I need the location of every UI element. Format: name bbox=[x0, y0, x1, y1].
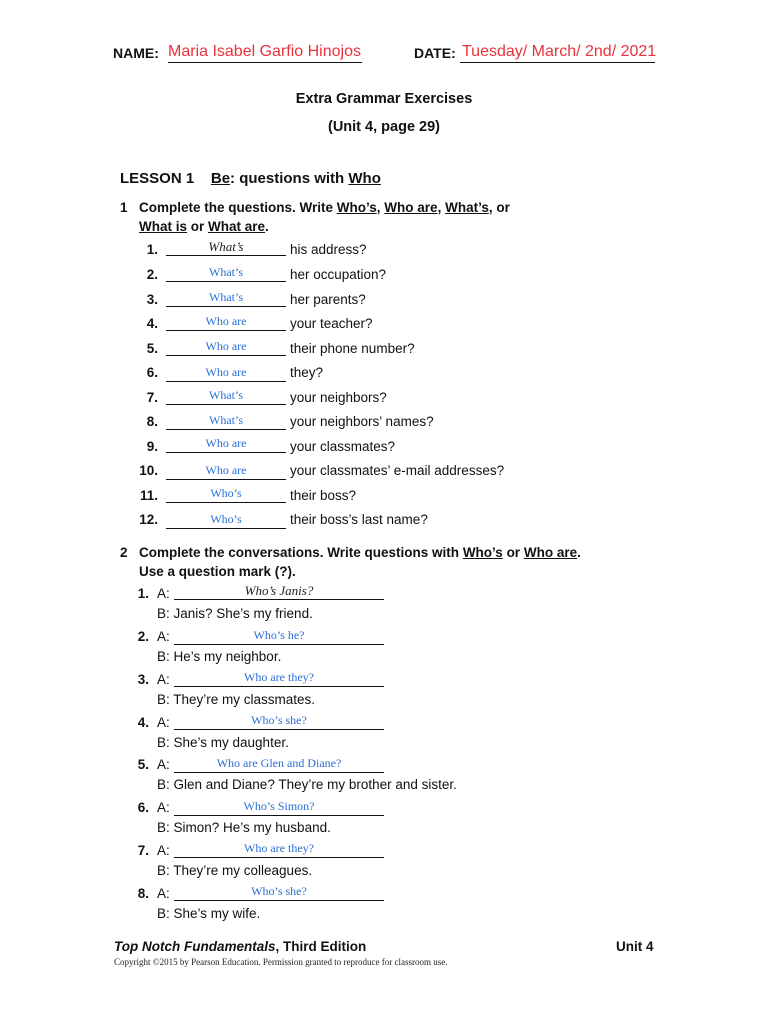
answer-field[interactable]: Who are bbox=[166, 338, 286, 356]
answer-field[interactable]: Who’s bbox=[166, 485, 286, 503]
instr2-text: Complete the conversations. Write questions with bbox=[139, 545, 463, 560]
b-response: B: They’re my colleagues. bbox=[157, 863, 313, 878]
answer-field[interactable]: What’s bbox=[166, 289, 286, 307]
date-value: Tuesday/ March/ 2nd/ 2021 bbox=[462, 43, 657, 60]
item-number: 3. bbox=[137, 672, 149, 687]
exercise1-instruction bbox=[139, 198, 559, 236]
item-number: 5. bbox=[146, 341, 158, 356]
item-number: 8. bbox=[146, 414, 158, 429]
item-number: 7. bbox=[137, 843, 149, 858]
a-label: A: bbox=[157, 886, 170, 901]
question-text: his address? bbox=[290, 242, 367, 257]
question-text: your teacher? bbox=[290, 316, 373, 331]
lesson-prefix: LESSON 1 bbox=[120, 170, 195, 187]
instr1-sep: , bbox=[437, 200, 446, 215]
a-label: A: bbox=[157, 800, 170, 815]
a-label: A: bbox=[157, 629, 170, 644]
b-response: B: Simon? He’s my husband. bbox=[157, 820, 331, 835]
answer-field[interactable]: Who are bbox=[166, 435, 286, 453]
answer-field[interactable]: What’s bbox=[166, 238, 286, 256]
item-number: 5. bbox=[137, 757, 149, 772]
answer-field[interactable]: Who are bbox=[166, 462, 286, 480]
page-subtitle: (Unit 4, page 29) bbox=[328, 119, 440, 135]
answer-field[interactable]: What’s bbox=[166, 412, 286, 430]
instr1-whos: Who’s bbox=[336, 200, 377, 215]
answer-field[interactable]: Who’s Janis? bbox=[174, 582, 384, 600]
b-response: B: Janis? She’s my friend. bbox=[157, 606, 313, 621]
question-text: your neighbors? bbox=[290, 390, 387, 405]
a-label: A: bbox=[157, 715, 170, 730]
item-number: 10. bbox=[139, 463, 158, 478]
b-response: B: She’s my wife. bbox=[157, 906, 261, 921]
instr1-what-is: What is bbox=[139, 219, 188, 234]
question-text: your neighbors’ names? bbox=[290, 414, 434, 429]
lesson-who: Who bbox=[348, 170, 381, 187]
instr2-sep: or bbox=[502, 545, 524, 560]
item-number: 8. bbox=[137, 886, 149, 901]
a-label: A: bbox=[157, 672, 170, 687]
answer-field[interactable]: Who are they? bbox=[174, 669, 384, 687]
item-number: 7. bbox=[146, 390, 158, 405]
instr1-whats: What’s bbox=[445, 200, 489, 215]
item-number: 12. bbox=[139, 512, 158, 527]
instr2-whos: Who’s bbox=[462, 545, 503, 560]
name-label: NAME: bbox=[113, 45, 159, 61]
date-underline bbox=[460, 62, 655, 63]
item-number: 3. bbox=[146, 292, 158, 307]
answer-field[interactable]: Who’s bbox=[166, 511, 286, 529]
instr2-line2: Use a question mark (?). bbox=[139, 564, 296, 579]
exercise2-number: 2 bbox=[120, 545, 128, 560]
question-text: their phone number? bbox=[290, 341, 415, 356]
footer-book-title bbox=[114, 939, 366, 954]
page-title: Extra Grammar Exercises bbox=[295, 91, 473, 107]
name-value: Maria Isabel Garfio Hinojos bbox=[168, 43, 361, 60]
exercise1-number: 1 bbox=[120, 200, 128, 215]
answer-field[interactable]: Who’s she? bbox=[174, 883, 384, 901]
instr2-sep: . bbox=[577, 545, 581, 560]
book-name: Top Notch Fundamentals bbox=[114, 939, 276, 954]
question-text: your classmates’ e-mail addresses? bbox=[290, 463, 505, 478]
item-number: 4. bbox=[146, 316, 158, 331]
item-number: 6. bbox=[137, 800, 149, 815]
item-number: 2. bbox=[137, 629, 149, 644]
answer-field[interactable]: Who’s she? bbox=[174, 712, 384, 730]
answer-field[interactable]: Who are Glen and Diane? bbox=[174, 755, 384, 773]
question-text: they? bbox=[290, 365, 324, 380]
name-underline bbox=[168, 62, 362, 63]
item-number: 11. bbox=[139, 488, 158, 503]
instr1-text: Complete the questions. Write bbox=[139, 200, 337, 215]
instr1-sep: . bbox=[265, 219, 269, 234]
date-label: DATE: bbox=[414, 45, 456, 61]
footer-unit: Unit 4 bbox=[616, 939, 654, 954]
answer-field[interactable]: What’s bbox=[166, 387, 286, 405]
exercise2-instruction bbox=[139, 543, 619, 581]
a-label: A: bbox=[157, 586, 170, 601]
question-text: her parents? bbox=[290, 292, 366, 307]
instr1-what-are: What are bbox=[208, 219, 266, 234]
a-label: A: bbox=[157, 757, 170, 772]
question-text: your classmates? bbox=[290, 439, 396, 454]
b-response: B: He’s my neighbor. bbox=[157, 649, 282, 664]
instr1-sep: , or bbox=[488, 200, 510, 215]
item-number: 2. bbox=[146, 267, 158, 282]
item-number: 6. bbox=[146, 365, 158, 380]
item-number: 9. bbox=[146, 439, 158, 454]
instr2-who-are: Who are bbox=[523, 545, 578, 560]
b-response: B: They’re my classmates. bbox=[157, 692, 316, 707]
answer-field[interactable]: What’s bbox=[166, 264, 286, 282]
answer-field[interactable]: Who are bbox=[166, 364, 286, 382]
copyright-notice: Copyright ©2015 by Pearson Education. Permission granted to reproduce for classroom use. bbox=[114, 957, 448, 967]
question-text: their boss’s last name? bbox=[290, 512, 428, 527]
answer-field[interactable]: Who’s Simon? bbox=[174, 798, 384, 816]
instr1-sep: or bbox=[187, 219, 209, 234]
instr1-who-are: Who are bbox=[384, 200, 438, 215]
answer-field[interactable]: Who are bbox=[166, 313, 286, 331]
question-text: their boss? bbox=[290, 488, 357, 503]
answer-field[interactable]: Who are they? bbox=[174, 840, 384, 858]
answer-field[interactable]: Who’s he? bbox=[174, 627, 384, 645]
b-response: B: She’s my daughter. bbox=[157, 735, 289, 750]
instr1-sep: , bbox=[376, 200, 385, 215]
lesson-heading bbox=[120, 170, 381, 187]
item-number: 1. bbox=[137, 586, 149, 601]
b-response: B: Glen and Diane? They’re my brother and sister. bbox=[157, 777, 457, 792]
book-edition: , Third Edition bbox=[275, 939, 367, 954]
item-number: 4. bbox=[137, 715, 149, 730]
a-label: A: bbox=[157, 843, 170, 858]
lesson-be: Be bbox=[210, 170, 231, 187]
lesson-middle: : questions with bbox=[230, 170, 349, 187]
question-text: her occupation? bbox=[290, 267, 387, 282]
item-number: 1. bbox=[146, 242, 158, 257]
